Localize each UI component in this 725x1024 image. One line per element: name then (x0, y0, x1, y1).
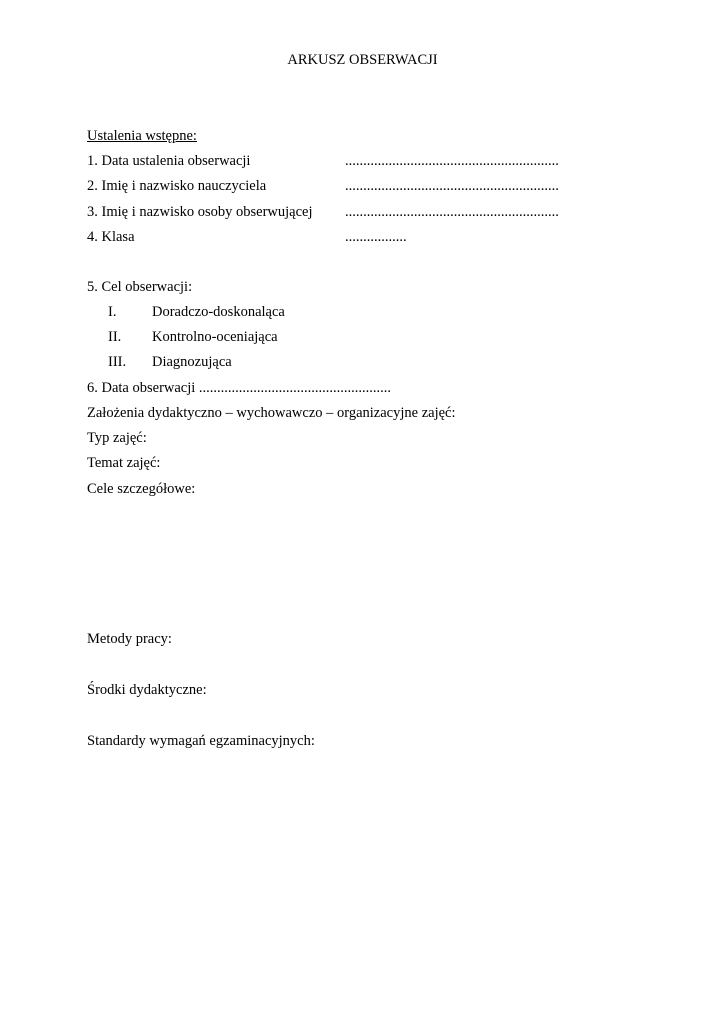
objectives: Cele szczegółowe: (87, 481, 196, 497)
purpose-option-3: Diagnozująca (152, 354, 232, 370)
purpose-numeral-1: I. (108, 304, 117, 320)
teaching-aids: Środki dydaktyczne: (87, 682, 207, 698)
purpose-option-1: Doradczo-doskonaląca (152, 304, 285, 320)
preliminary-label-3: 3. Imię i nazwisko osoby obserwującej (87, 204, 313, 220)
preliminary-value-3: ........................................................... (345, 204, 559, 220)
preliminary-label-1: 1. Data ustalenia obserwacji (87, 153, 251, 169)
document-title: ARKUSZ OBSERWACJI (287, 52, 438, 68)
lesson-type: Typ zajęć: (87, 430, 147, 446)
exam-standards: Standardy wymagań egzaminacyjnych: (87, 733, 315, 749)
observation-date: 6. Data obserwacji ..................................................... (87, 380, 392, 396)
preliminary-value-2: ........................................................... (345, 178, 559, 194)
preliminary-value-4: ................. (345, 229, 407, 245)
teaching-methods: Metody pracy: (87, 631, 172, 647)
lesson-topic: Temat zajęć: (87, 455, 161, 471)
preliminary-label-4: 4. Klasa (87, 229, 135, 245)
purpose-numeral-2: II. (108, 329, 122, 345)
preliminary-label-2: 2. Imię i nazwisko nauczyciela (87, 178, 267, 194)
assumptions-line: Założenia dydaktyczno – wychowawczo – organizacyjne zajęć: (87, 405, 456, 421)
purpose-heading: 5. Cel obserwacji: (87, 279, 193, 295)
preliminary-heading: Ustalenia wstępne: (87, 128, 197, 144)
preliminary-value-1: ........................................................... (345, 153, 559, 169)
purpose-option-2: Kontrolno-oceniająca (152, 329, 278, 345)
purpose-numeral-3: III. (108, 354, 127, 370)
